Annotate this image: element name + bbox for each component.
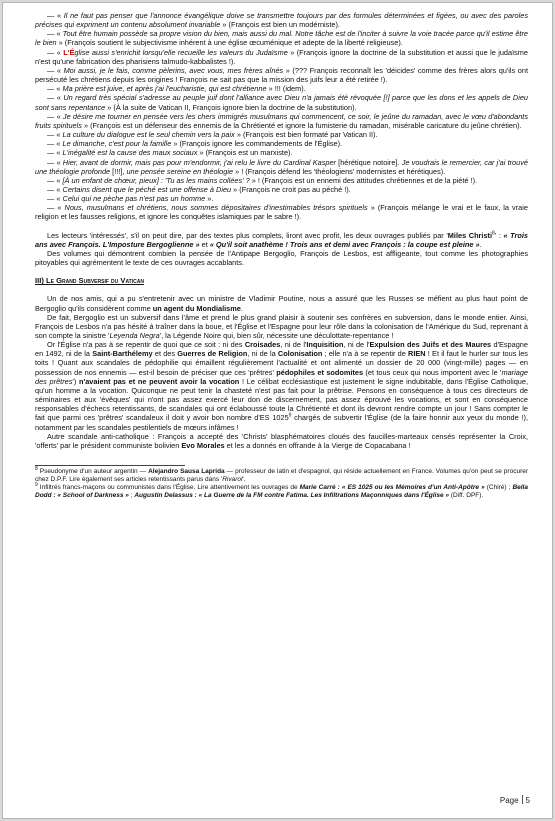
section-heading: III) Le Grand Subversif du Vatican	[35, 276, 144, 286]
quote-item: — « Il ne faut pas penser que l'annonce évangélique doive se transmettre toujours par des formules déterminées et figées, ou avec des paroles précises qui expriment un contenu absolument invariable » (François est bien un modérniste).	[35, 11, 528, 30]
quote-item: — « Ma prière est juive, et après j'ai l'eucharistie, qui est chrétienne » !!! (idem).	[47, 84, 306, 94]
document-page	[2, 2, 553, 819]
quote-item: — « L'Église aussi s'enrichit lorsqu'elle recueille les valeurs du Judaïsme » (François ignore la doctrine de la substitution et aussi que le judaïsme n'est qu'une fabrication des pharisiens talmudo-kabbalistes !).	[35, 47, 528, 66]
quote-item: — « Celui qui ne pèche pas n'est pas un homme ».	[47, 194, 214, 204]
quote-item: — « Je désire me tourner en pensée vers les chers immigrés musulmans qui commencent, ce soir, le jeûne du ramadan, avec le vœu d'abondants fruits spirituels » (François est un défenseur des ennemis de la Chrétienté et ignore la fumisterie du ramadan, misérable caricature du jeûne chrétien).	[35, 111, 528, 130]
paragraph-scandal: Autre scandale anti-catholique : François a accepté des 'Christs' blasphématoires cloués des faucilles-marteaux censés représenter la Croix, 'offerts' par le président communiste bolivien Evo Morales et les a donnés en offrande à la Vierge de Copacabana !	[35, 431, 528, 450]
paragraph-readers: Les lecteurs 'intéressés', s'il on peut dire, par des textes plus complets, liront avec profit, les deux ouvrages publiés par 'Miles Christi$^8$' : « Trois ans avec François. L'Imposture Bergoglienne » et « Qu'il soit anathème ! Trois ans et demi avec François : la coupe est pleine ».	[35, 230, 529, 249]
quote-list	[35, 11, 528, 222]
page-content	[35, 11, 528, 500]
quote-item: — « Moi aussi, je le fais, comme pèlerins, avec vous, mes frères aînés » (??? François reconnaît les 'déicides' comme des frères alors qu'ils ont persécuté les chrétiens depuis les origines ! François ne sait pas que la mission des juifs leur a été retirée !).	[35, 65, 528, 85]
page-footer	[500, 795, 530, 805]
quote-item: — « Certains disent que le péché est une offense à Dieu » (François ne croit pas au péché !).	[47, 184, 351, 194]
quote-item: — « Hier, avant de dormir, mais pas pour m'endormir, j'ai relu le livre du Cardinal Kasper [hérétique notoire]. Je voudrais le remercier, car j'ai trouvé une théologie profonde [!!!], une pensée sereine en théologie » ! (François défend les 'théologiens' modernistes et hérétiques).	[35, 157, 528, 176]
footnote-9: $^9$ Infiltrés francs-maçons ou communistes dans l'Église. Lire attentivement les ouvrages de Marie Carré : « ES 1025 ou les Mémoires d'un Anti-Apôtre » (Chiré) ; Bella Dodd : « School of Darkness » ; Augustin Delassus : « La Guerre de la FM contre Fatima. Les Infiltrations Maçonniques dans l'Église » (Diff. DPF).	[35, 482, 528, 500]
quote-item: — « Un regard très spécial s'adresse au peuple juif dont l'alliance avec Dieu n'a jamais été révoquée [!] parce que les dons et les appels de Dieu sont sans repentance » (À la suite de Vatican II, François ignore bien la doctrine de la substitution).	[35, 93, 528, 112]
quote-item: — « La culture du dialogue est le seul chemin vers la paix » (François est bien formaté par Vatican II).	[47, 130, 378, 140]
quote-item: — « [À un enfant de chœur, pieux] : 'Tu as les mains collées' ? » ! (François est un ennemi des attitudes chrétiennes et de la piété !).	[47, 175, 478, 185]
page-label: Page	[499, 796, 519, 805]
paragraph-volumes: Des volumes qui démontrent combien la pensée de l'Antipape Bergoglio, François de Lesbos, est affligeante, tout comme les photographies pitoyables qui agrémentent le texte de ces ouvrages accablants.	[35, 248, 528, 268]
paragraph-subversive: De fait, Bergoglio est un subversif dans l'âme et prend le plus grand plaisir à soutenir ses confrères en subversion, dans le monde entier. Ainsi, François de Lesbos n'a pas hésité à traîner dans la boue, et l'Église et l'Espagne pour leur rôle dans la colonisation de l'Amérique du Sud, reprenant à son compte la sinistre 'Leyenda Negra', la Légende Noire qui, bien sûr, nécessite une déculottate-repentance !	[35, 312, 528, 340]
quote-item: — « Le dimanche, c'est pour la famille » (François ignore les commandements de l'Église).	[47, 139, 343, 149]
paragraph-repentance: Or l'Église n'a pas à se repentir de quoi que ce soit : ni des Croisades, ni de l'Inquisition, ni de l'Expulsion des Juifs et des Maures d'Espagne en 1492, ni de la Saint-Barthélemy et des Guerres de Religion, ni de la Colonisation ; elle n'a à se repentir de RIEN ! Et il faut le hurler sur tous les toits ! Quant aux scandales de pédophilie qui émaillent régulièrement l'actualité et ont alimenté un dossier de 20 000 (vingt-mille) pages — en possession de nos ennemis — est-il besoin de préciser que ces 'prêtres' pédophiles et sodomites (et tous ceux qui nous importent avec le 'mariage des prêtres') n'avaient pas et ne peuvent avoir la vocation ! Le célibat ecclésiastique est justement le signe indubitable, dans l'Église Catholique, qu'un homme a la vocation. Quiconque ne peut tenir la chasteté n'est pas fait pour la prêtrise. Pensons en conséquence à tous ces directeurs de séminaires et aux 'évêques' qui n'ont pas assez exercé leur don de discernement, pas assez éprouvé les vocations, et sont en conséquence responsables d'échecs retentissants, de scandales qui ont éclaboussé toute la Chrétienté et dont ils devront rendre compte un jour ! Sans compter le fait que parmi ces 'prêtres' scandaleux il doit y avoir bon nombre d'ES 1025$^9$ chargés de subvertir l'Église (de la faire honnir aux yeux du monde !), notamment par les scandales pestilentiels de mœurs infâmes !	[35, 340, 528, 432]
quote-item: — « Nous, musulmans et chrétiens, nous sommes dépositaires d'inestimables trésors spirituels » (François mélange le vrai et le faux, la vraie religion et les fausses religions, et ignore les conquêtes islamiques par le sabre !).	[35, 203, 528, 222]
paragraph-russia: Un de nos amis, qui a pu s'entretenir avec un ministre de Vladimir Poutine, nous a assuré que les Russes se méfient au plus haut point de Bergoglio qu'ils considèrent comme un agent du Mondialisme.	[35, 294, 528, 313]
footnote-8: $^8$ Pseudonyme d'un auteur argentin — Alejandro Sausa Laprida — professeur de latin et d'espagnol, qui réside actuellement en France. Volumes qu'on peut se procurer chez D.P.F. Lire également ses articles retentissants parus dans 'Rivarol'.	[35, 465, 529, 484]
quote-item: — « Tout être humain possède sa propre vision du bien, mais aussi du mal. Notre tâche est de l'inciter à suivre la voie tracée parce qu'il estime être le bien » (François soutient le subjectivisme inhérent à une église œcuménique et adepte de la liberté religieuse).	[35, 29, 529, 48]
footnote-divider	[35, 465, 185, 466]
footer-separator	[522, 795, 523, 804]
page-number: 5	[525, 796, 530, 805]
quote-item: — « L'inégalité est la cause des maux sociaux » (François est un marxiste).	[47, 148, 293, 158]
